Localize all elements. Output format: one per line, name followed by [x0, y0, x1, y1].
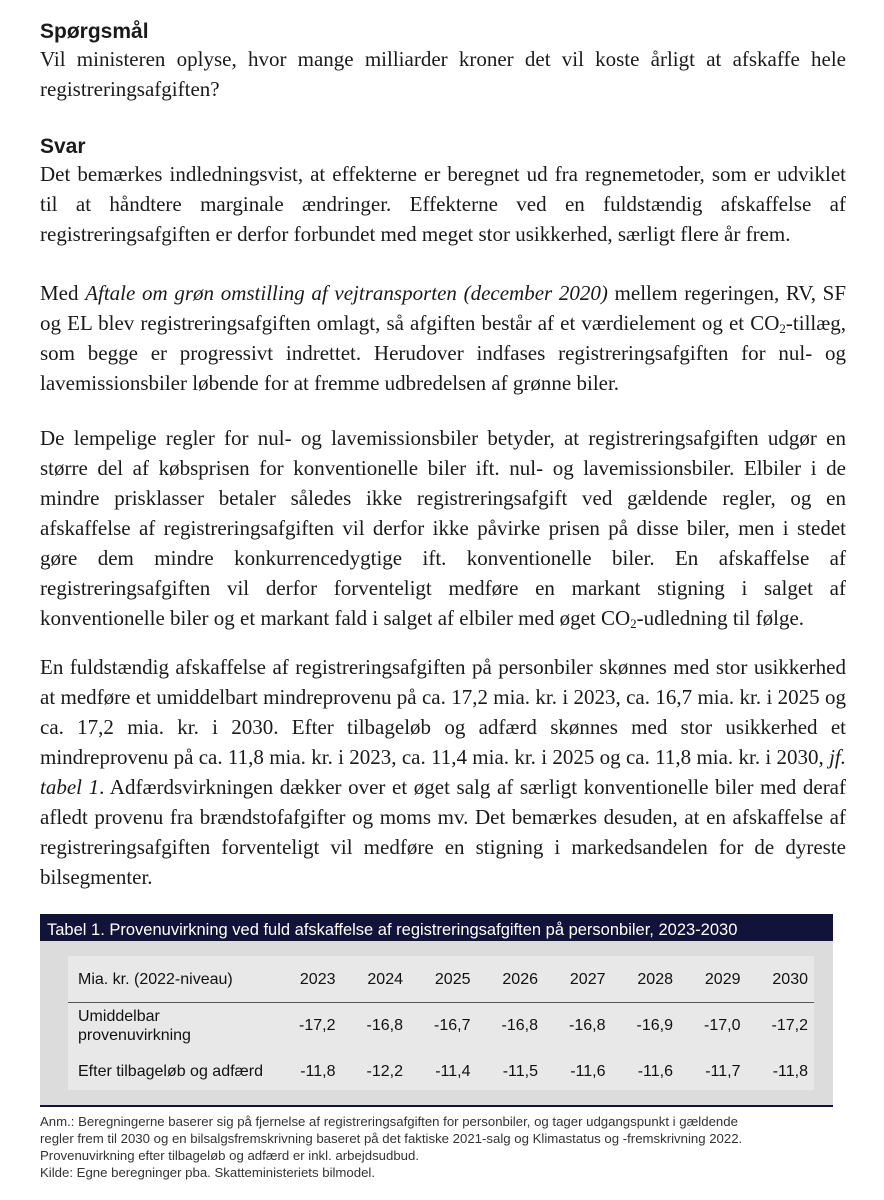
question-text: [40, 44, 846, 104]
row-label: Umiddelbar provenuvirkning: [78, 1008, 191, 1044]
table-cell: -17,2: [771, 1017, 808, 1034]
answer-paragraph-1: [40, 159, 846, 249]
agreement-title: Aftale om grøn omstilling af vejtransporten (december 2020): [85, 281, 608, 305]
table-cell: -11,6: [637, 1062, 673, 1080]
table-header-row: [68, 958, 814, 1003]
table-bottom-rule: [40, 1105, 833, 1107]
table-cell: -16,8: [501, 1017, 538, 1034]
source-line: Kilde: Egne beregninger pba. Skatteministeriets bilmodel.: [40, 1165, 376, 1180]
table-cell: -16,7: [434, 1017, 471, 1034]
table-cell: -17,0: [704, 1017, 741, 1034]
table-cell: -11,8: [300, 1062, 336, 1080]
paragraph-3-text-a: De lempelige regler for nul- og lavemissionsbiler betyder, at registreringsafgiften udgør en større del af købsprisen for konventionelle biler ift. nul- og lavemissionsbiler. Elbiler i de mindre prisklasser betaler således ikke registreringsafgift ved gældende regler, og en afskaffelse af registreringsafgiften vil derfor ikke påvirke prisen på disse biler, men i stedet gøre dem mindre konkurrencedygtige ift. konventionelle biler. En afskaffelse af registreringsafgiften vil derfor forventeligt medføre en markant stigning i salget af konventionelle biler og et markant fald i salget af elbiler med øget CO: [40, 426, 846, 630]
year-header: 2029: [679, 958, 747, 1003]
co2-subscript: 2: [630, 616, 637, 631]
table-row: [68, 1049, 814, 1094]
table-cell: -11,6: [570, 1062, 606, 1080]
answer-heading: Svar: [40, 135, 86, 158]
paragraph-2-text-a: mellem regeringen, RV, SF og EL blev registreringsafgiften omlagt, så afgiften består af et værdielement og et CO: [40, 281, 846, 335]
year-header: 2027: [544, 958, 612, 1003]
year-header: 2025: [409, 958, 477, 1003]
row-label: Efter tilbageløb og adfærd: [78, 1063, 263, 1080]
table-note: [40, 1113, 840, 1181]
year-header: 2023: [274, 958, 342, 1003]
answer-paragraph-3: [40, 423, 846, 633]
table-cell: -16,9: [636, 1017, 673, 1034]
question-text-content: Vil ministeren oplyse, hvor mange milliarder kroner det vil koste årligt at afskaffe hele registreringsafgiften?: [40, 47, 846, 101]
paragraph-4-text-a: En fuldstændig afskaffelse af registreringsafgiften på personbiler skønnes med stor usikkerhed at medføre et umiddelbart mindreprovenu på ca. 17,2 mia. kr. i 2023, ca. 16,7 mia. kr. i 2025 og ca. 17,2 mia. kr. i 2030. Efter tilbageløb og adfærd skønnes med stor usikkerhed et mindreprovenu på ca. 11,8 mia. kr. i 2023, ca. 11,4 mia. kr. i 2025 og ca. 11,8 mia. kr. i 2030,: [40, 655, 846, 769]
note-line: Anm.: Beregningerne baserer sig på fjernelse af registreringsafgiften for personbiler, og tager udgangspunkt i gældende: [40, 1114, 738, 1129]
table-cell: -11,7: [705, 1062, 741, 1080]
paragraph-3-text-b: -udledning til følge.: [636, 606, 805, 630]
table-cell: -16,8: [366, 1017, 403, 1034]
table-cell: -11,4: [435, 1062, 471, 1080]
year-header: 2030: [747, 958, 815, 1003]
table-cell: -16,8: [569, 1017, 606, 1034]
paragraph-2-text-b: -tillæg, som begge er progressivt indrettet. Herudover indfases registreringsafgiften for nul- og lavemissionsbiler løbende for at fremme udbredelsen af grønne biler.: [40, 311, 846, 395]
year-header: 2026: [477, 958, 545, 1003]
table-title: Tabel 1. Provenuvirkning ved fuld afskaffelse af registreringsafgiften på personbiler, 2023-2030: [40, 914, 833, 941]
year-header: 2028: [612, 958, 680, 1003]
table-cell: -12,2: [366, 1062, 403, 1080]
year-header: 2024: [342, 958, 410, 1003]
note-line: Provenuvirkning efter tilbageløb og adfærd er inkl. arbejdsudbud.: [40, 1148, 419, 1163]
question-heading: Spørgsmål: [40, 20, 149, 43]
table-row: [68, 1003, 814, 1050]
answer-paragraph-2: [40, 278, 846, 398]
table-reference: jf. tabel 1: [40, 745, 846, 799]
table-cell: -11,8: [772, 1062, 808, 1080]
paragraph-1-text: Det bemærkes indledningsvist, at effekterne er beregnet ud fra regnemetoder, som er udviklet til at håndtere marginale ændringer. Effekterne ved en fuldstændig afskaffelse af registreringsafgiften er derfor forbundet med meget stor usikkerhed, særligt flere år frem.: [40, 162, 846, 246]
note-line: regler frem til 2030 og en bilsalgsfremskrivning baseret på det faktiske 2021-salg og Klimastatus og -fremskrivning 2022.: [40, 1131, 743, 1146]
paragraph-2-intro: Med: [40, 281, 86, 305]
answer-paragraph-4: [40, 652, 846, 892]
co2-subscript: 2: [779, 321, 786, 336]
paragraph-4-text-b: . Adfærdsvirkningen dækker over et øget salg af særligt konventionelle biler med deraf afledt provenu fra brændstofafgifter og moms mv. Det bemærkes desuden, at en afskaffelse af registreringsafgiften forventeligt vil medføre en stigning i markedsandelen for de dyreste bilsegmenter.: [40, 775, 846, 889]
table-cell: -17,2: [299, 1017, 336, 1034]
unit-header: Mia. kr. (2022-niveau): [68, 958, 274, 1003]
table-cell: -11,5: [502, 1062, 538, 1080]
revenue-table: [68, 958, 814, 1094]
